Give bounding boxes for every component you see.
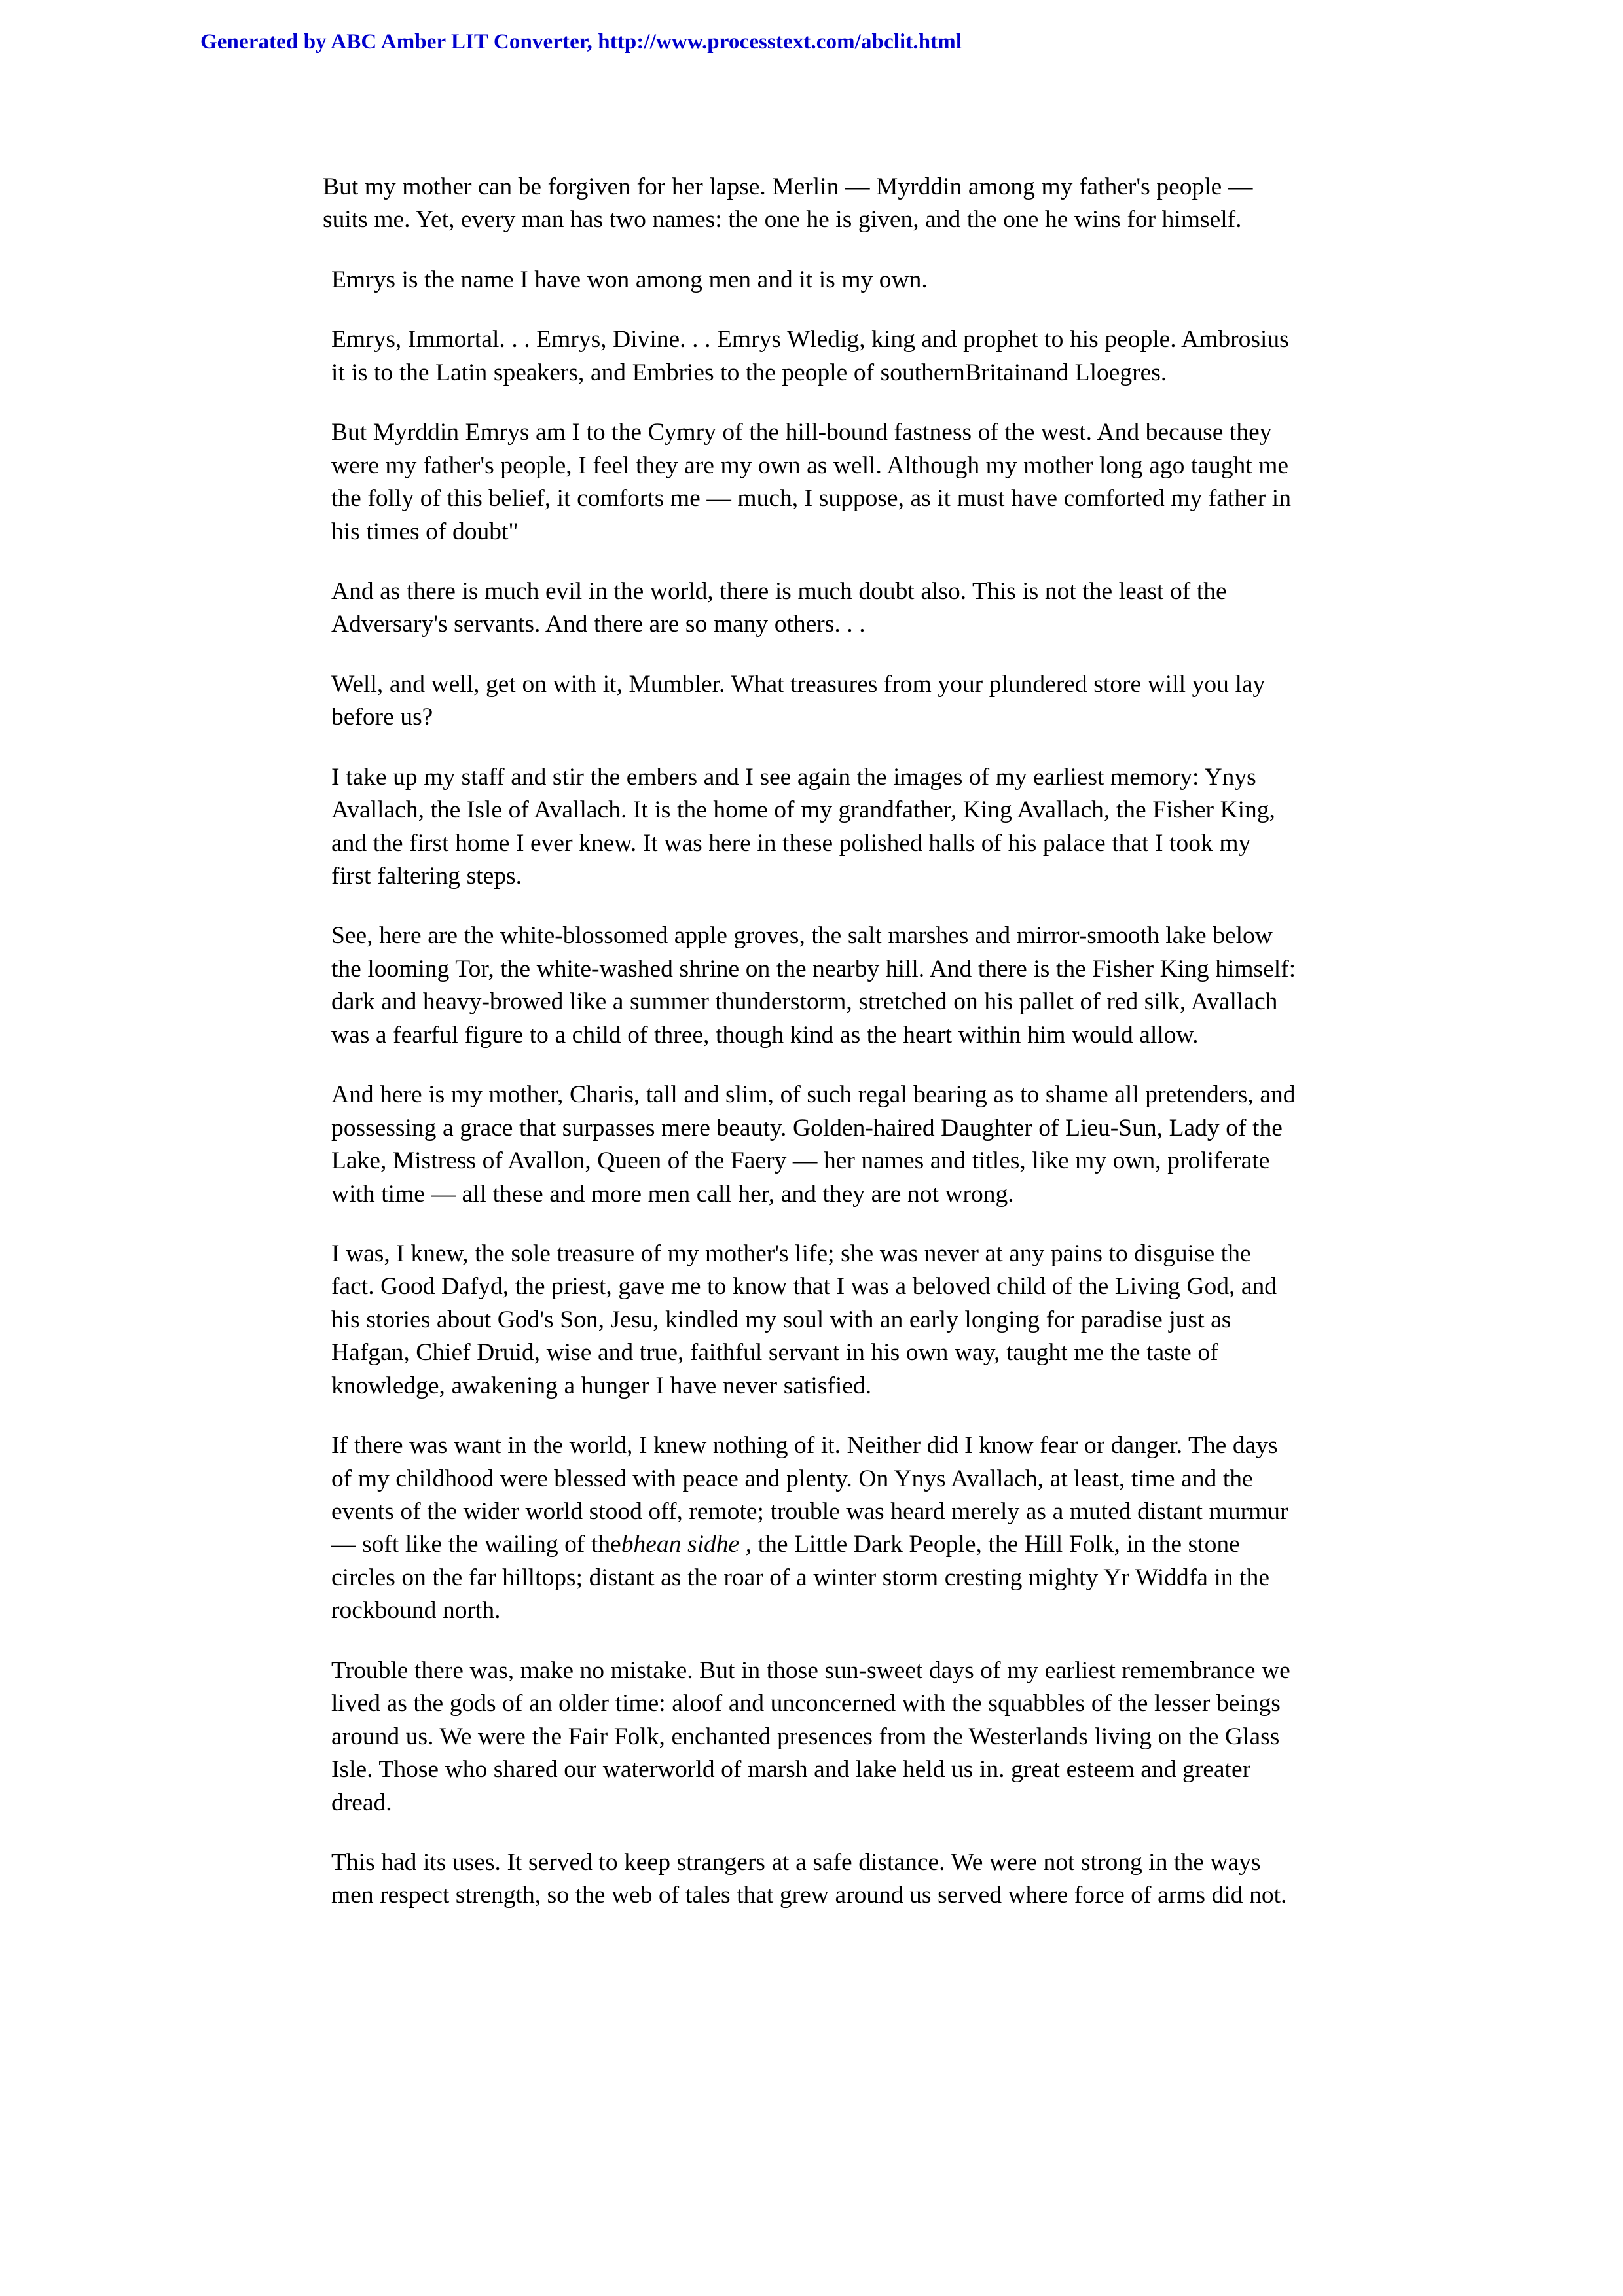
- paragraph: But my mother can be forgiven for her lapse. Merlin — Myrddin among my father's people — suits me. Yet, every man has two names: the one he is given, and the one he wins for himself.: [323, 173, 1253, 234]
- paragraph: Emrys is the name I have won among men and it is my own.: [331, 266, 928, 293]
- paragraph-segment-italic: bhean sidhe: [621, 1531, 740, 1558]
- paragraph: Emrys, Immortal. . . Emrys, Divine. . . Emrys Wledig, king and prophet to his people. Ambrosius it is to the Latin speakers, and Embries to the people of southernBritainand Lloegres.: [331, 326, 1289, 386]
- paragraph: See, here are the white-blossomed apple groves, the salt marshes and mirror-smooth lake below the looming Tor, the white-washed shrine on the nearby hill. And there is the Fisher King himself: dark and heavy-browed like a summer thunderstorm, stretched on his pallet of red silk, Avallach was a fearful figure to a child of three, though kind as the heart within him would allow.: [331, 922, 1296, 1049]
- document-body: [162, 171, 1461, 1912]
- paragraph: And as there is much evil in the world, there is much doubt also. This is not the least of the Adversary's servants. And there are so many others. . .: [331, 577, 1227, 638]
- paragraph: I was, I knew, the sole treasure of my mother's life; she was never at any pains to disguise the fact. Good Dafyd, the priest, gave me to know that I was a beloved child of the Living God, and his stories about God's Son, Jesu, kindled my soul with an early longing for paradise just as Hafgan, Chief Druid, wise and true, faithful servant in his own way, taught me the taste of knowledge, awakening a hunger I have never satisfied.: [331, 1240, 1277, 1399]
- paragraph: But Myrddin Emrys am I to the Cymry of the hill-bound fastness of the west. And because they were my father's people, I feel they are my own as well. Although my mother long ago taught me the folly of this belief, it comforts me — much, I suppose, as it must have comforted my father in his times of doubt": [331, 419, 1291, 545]
- paragraph: And here is my mother, Charis, tall and slim, of such regal bearing as to shame all pretenders, and possessing a grace that surpasses mere beauty. Golden-haired Daughter of Lieu-Sun, Lady of the Lake, Mistress of Avallon, Queen of the Faery — her names and titles, like my own, proliferate with time — all these and more men call her, and they are not wrong.: [331, 1081, 1296, 1208]
- paragraph: I take up my staff and stir the embers and I see again the images of my earliest memory: Ynys Avallach, the Isle of Avallach. It is the home of my grandfather, King Avallach, the Fisher King, and the first home I ever knew. It was here in these polished halls of his palace that I took my first faltering steps.: [331, 763, 1275, 889]
- paragraph: This had its uses. It served to keep strangers at a safe distance. We were not strong in the ways men respect strength, so the web of tales that grew around us served where force of arms did not.: [331, 1848, 1287, 1909]
- paragraph-segment: , the Little Dark People, the Hill Folk, in the stone circles on the far hilltops; distant as the roar of a winter storm cresting mighty Yr Widdfa in the rockbound north.: [331, 1531, 1269, 1624]
- paragraph-with-italics: [323, 1429, 1296, 1628]
- paragraph: Well, and well, get on with it, Mumbler. What treasures from your plundered store will you lay before us?: [331, 670, 1266, 731]
- paragraph: Trouble there was, make no mistake. But in those sun-sweet days of my earliest remembrance we lived as the gods of an older time: aloof and unconcerned with the squabbles of the lesser beings around us. We were the Fair Folk, enchanted presences from the Westerlands living on the Glass Isle. Those who shared our waterworld of marsh and lake held us in. great esteem and greater dread.: [331, 1657, 1290, 1816]
- converter-notice-link[interactable]: Generated by ABC Amber LIT Converter, http://www.processtext.com/abclit.html: [200, 30, 962, 54]
- paragraph-segment: If there was want in the world, I knew nothing of it. Neither did I know fear or danger. The days of my childhood were blessed with peace and plenty. On Ynys Avallach, at least, time and the events of the wider world stood off, remote; trouble was heard merely as a muted distant murmur — soft like the wailing of the: [331, 1432, 1288, 1558]
- paragraph-list: [323, 171, 1296, 1912]
